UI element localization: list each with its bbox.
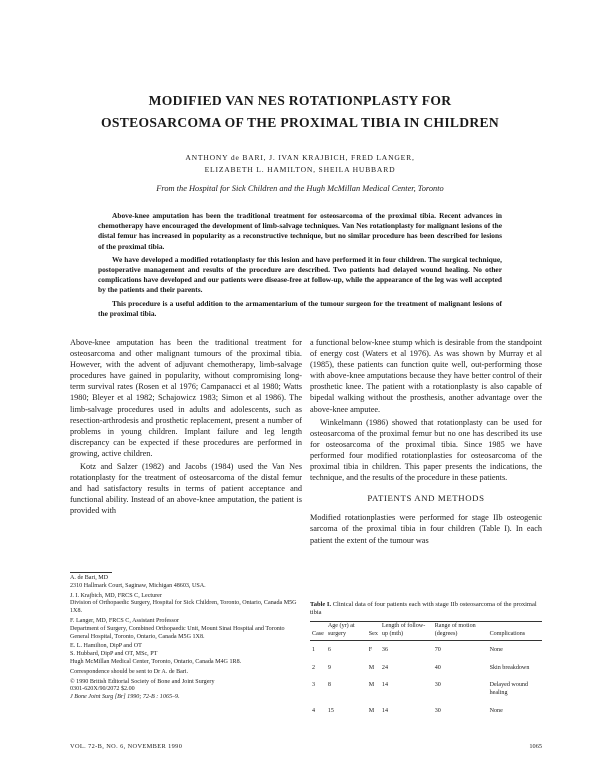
journal-volume-footer: VOL. 72-B, NO. 6, NOVEMBER 1990 [70, 743, 183, 750]
page-number: 1065 [529, 743, 542, 750]
table-header-cell: Case [310, 622, 326, 641]
body-paragraph: a functional below-knee stump which is desirable from the standpoint of energy cost (Waters et al 1976). As was shown by Murray et al (1985), these patients can function quite well, out-performing those with above-knee amputations because they have better control of their prosthetic knee. The patient with a rotationplasty is also capable of bipedal walking without the prosthesis, another advantage over the above-knee amputee. [310, 338, 542, 414]
table-cell: 8 [327, 682, 331, 689]
table-cell: 14 [381, 682, 388, 689]
title-line-2: OSTEOSARCOMA OF THE PROXIMAL TIBIA IN CHILDREN [100, 115, 500, 130]
table-cell: 15 [327, 707, 334, 714]
table-cell: Delayed wound healing [489, 682, 529, 696]
footnote-address: 2310 Hallmark Court, Saginaw, Michigan 48603, USA. [70, 582, 206, 589]
left-column [70, 337, 302, 519]
table-cell: 36 [381, 647, 388, 654]
footnote-entry [70, 575, 302, 591]
table-cell: 1 [312, 647, 316, 654]
body-paragraph: Above-knee amputation has been the traditional treatment for osteosarcoma and other malignant tumours of the proximal tibia. However, with the advent of adjuvant chemotherapy, limb-salvage procedures have gained in popularity, without compromising long-term survival rates (Rosen et al 1976; Campanacci et al 1980; Watts 1980; Bleyer et al 1982; Schajowicz 1983; Simon et al 1986). The limb-salvage procedures used in adults and adolescents, such as resection-arthrodesis and prosthetic replacement, present a number of problems in young children. Implant failure and leg length discrepancy can be expected if these procedures are performed in growing, active children. [70, 338, 302, 458]
table-header-cell: Complications [488, 622, 542, 641]
body-paragraph: Kotz and Salzer (1982) and Jacobs (1984) used the Van Nes rotationplasty for the treatment of osteosarcoma of the distal femur and had satisfactory results in terms of patient acceptance and functional ability. Instead of an above-knee amputation, the patient is provided with [70, 462, 302, 516]
footnote-address: Department of Surgery, Combined Orthopaedic Unit, Mount Sinai Hospital and Toronto General Hospital, Toronto, Ontario, Canada M5G 1X8. [70, 625, 285, 640]
abstract-paragraph: This procedure is a useful addition to the armamentarium of the tumour surgeon for the treatment of malignant lesions of the proximal tibia. [98, 298, 502, 318]
abstract-paragraph: Above-knee amputation has been the traditional treatment for osteosarcoma of the proximal tibia. Recent advances in chemotherapy have encouraged the development of limb-salvage techniques. Van Nes rotationplasty for malignant lesions of the distal femur has increased in popularity as a reconstructive technique, but no similar procedure has been described for lesions of the proximal tibia. [98, 211, 502, 251]
table-cell: None [489, 647, 503, 654]
table-cell: 9 [327, 664, 331, 671]
footnote-address: Division of Orthopaedic Surgery, Hospital for Sick Children, Toronto, Ontario, Canada M5G 1X8. [70, 600, 297, 615]
issn-line: 0301-620X/90/2072 $2.00 [70, 686, 135, 693]
table-cell: 4 [312, 707, 316, 714]
body-paragraph: Winkelmann (1986) showed that rotationplasty can be used for osteosarcoma of the proximal femur but no one has described its use for osteosarcoma of the proximal tibia. Since 1985 we have performed four modified rotationplasties for osteosarcoma of the proximal tibia in children. This paper presents the indications, the technique, and the results of the procedure in these patients. [310, 417, 542, 483]
footnote-name: F. Langer, MD, FRCS C, Assistant Professor [70, 617, 179, 624]
footnote-entry [70, 643, 302, 666]
authors-line-1: ANTHONY de BARI, J. IVAN KRAJBICH, FRED LANGER, [185, 153, 415, 162]
table-cell: 6 [327, 647, 331, 654]
table-cell: 30 [434, 707, 441, 714]
table-caption [310, 601, 542, 617]
table-cell: 14 [381, 707, 388, 714]
article-title [40, 90, 560, 134]
table-cell: M [368, 682, 375, 689]
affiliation: From the Hospital for Sick Children and the Hugh McMillan Medical Center, Toronto [156, 184, 444, 193]
table-cell: 3 [312, 682, 316, 689]
table-header-cell: Length of follow-up (mth) [380, 622, 433, 641]
table-cell: 24 [381, 664, 388, 671]
footnote-name: A. de Bari, MD [70, 575, 109, 581]
footnote-entry [70, 618, 302, 641]
footnote-name: E. L. Hamilton, DipP and OT [70, 643, 142, 650]
section-heading: PATIENTS AND METHODS [367, 493, 485, 504]
table-cell: None [489, 707, 503, 714]
table-caption-label: Table I. [310, 601, 332, 608]
table-header-cell: Range of motion (degrees) [433, 622, 488, 641]
authors-line-2: ELIZABETH L. HAMILTON, SHEILA HUBBARD [204, 164, 396, 174]
table-cell: M [368, 664, 375, 671]
table-header-row [310, 622, 542, 641]
author-list [60, 152, 540, 175]
table-cell: 40 [434, 664, 441, 671]
table-cell: F [368, 647, 373, 654]
table-header-cell: Age (yr) at surgery [326, 622, 367, 641]
table-cell: 30 [434, 682, 441, 689]
footnote-address: Hugh McMillan Medical Center, Toronto, Ontario, Canada M4G 1R8. [70, 658, 242, 665]
footnote-divider [70, 572, 112, 573]
author-footnotes [70, 575, 302, 704]
table-row [310, 702, 542, 720]
footnote-name: J. I. Krajbich, MD, FRCS C, Lecturer [70, 592, 162, 599]
right-column [310, 337, 542, 548]
clinical-data-table [310, 621, 542, 719]
footnote-name: S. Hubbard, DipP and OT, MSc, PT [70, 651, 158, 658]
table-row [310, 659, 542, 677]
copyright-line: © 1990 British Editorial Society of Bone and Joint Surgery [70, 678, 215, 685]
footnote-entry [70, 593, 302, 616]
correspondence-note: Correspondence should be sent to Dr A. de Bari. [70, 668, 189, 675]
journal-citation: J Bone Joint Surg [Br] 1990; 72-B : 1065–9. [70, 694, 180, 701]
body-paragraph: Modified rotationplasties were performed for stage IIb osteogenic sarcoma of the proximal tibia in four children (Table I). In each patient the extent of the tumour was [310, 513, 542, 545]
table-cell: 2 [312, 664, 316, 671]
table-caption-text: Clinical data of four patients each with stage IIb osteosarcoma of the proximal tibia [310, 601, 537, 616]
table-row [310, 676, 542, 701]
title-line-1: MODIFIED VAN NES ROTATIONPLASTY FOR [148, 93, 452, 108]
table-cell: 70 [434, 647, 441, 654]
table-cell: Skin breakdown [489, 664, 530, 671]
abstract [98, 211, 502, 322]
copyright-note [70, 679, 302, 702]
abstract-paragraph: We have developed a modified rotationplasty for this lesion and have performed it in four children. The surgical technique, postoperative management and results of the procedure are described. Two patients had delayed wound healing. No other complications have developed and our patients were disease-free at follow-up, while the appearance of the leg was well accepted by the patients and their parents. [98, 254, 502, 295]
table-header-cell: Sex [367, 622, 380, 641]
table-row [310, 641, 542, 659]
table-cell: M [368, 707, 375, 714]
